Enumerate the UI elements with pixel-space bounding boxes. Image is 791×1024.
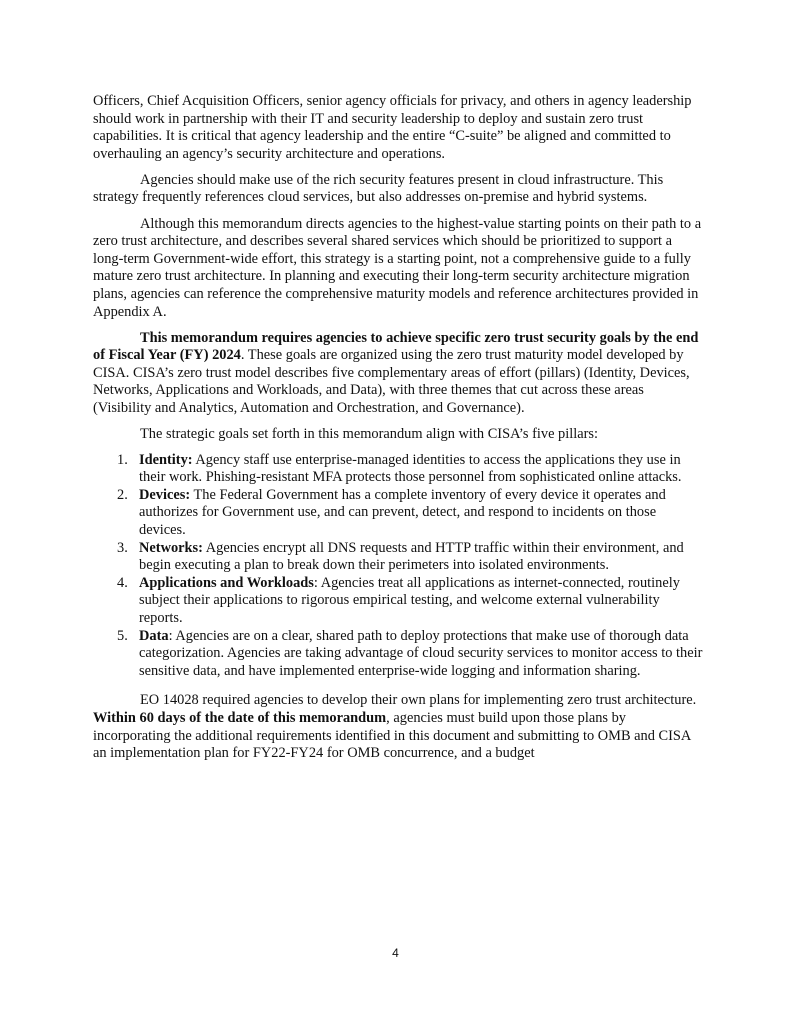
list-item-title: Data — [139, 627, 169, 644]
list-item-title: Identity: — [139, 451, 193, 468]
paragraph-starting-point: Although this memorandum directs agencies to the highest-value starting points on their path to a zero trust architecture, and describes several shared services which should be prioritized to support a long-term Government-wide effort, this strategy is a starting point, not a comprehensive guide to a fully mature zero trust architecture. In planning and executing their long-term security architecture migration plans, agencies can reference the comprehensive maturity models and reference architectures provided in Appendix A. — [93, 215, 702, 320]
list-item-text: Agency staff use enterprise-managed identities to access the applications they use in their work. Phishing-resistant MFA protects those personnel from sophisticated online attacks. — [139, 451, 682, 486]
paragraph-leadership: Officers, Chief Acquisition Officers, senior agency officials for privacy, and others in agency leadership should work in partnership with their IT and security leadership to deploy and sustain zero trust capabilities. It is critical that agency leadership and the entire “C-suite” be aligned and committed to overhauling an agency’s security architecture and operations. — [93, 93, 692, 162]
implementation-bold-text: Within 60 days of the date of this memorandum — [93, 710, 387, 726]
list-item — [93, 487, 705, 540]
list-item-number: 2. — [117, 486, 128, 503]
list-item-number: 4. — [117, 574, 128, 591]
page-number: 4 — [392, 946, 399, 960]
paragraph-cloud: Agencies should make use of the rich security features present in cloud infrastructure. This strategy frequently references cloud services, but also addresses on-premise and hybrid systems. — [93, 171, 664, 206]
document-page — [93, 93, 705, 763]
requirements-bold-text: This memorandum requires agencies to achieve specific zero trust security goals by the end of Fiscal Year (FY) 2024 — [93, 329, 699, 364]
list-item — [93, 575, 705, 628]
implementation-text-rest: , agencies must build upon those plans by incorporating the additional requirements identified in this document and submitting to OMB and CISA an implementation plan for FY22-FY24 for OMB concurrence, and a budget — [93, 710, 691, 762]
requirements-text: . These goals are organized using the zero trust maturity model developed by CISA. CISA’s zero trust model describes five complementary areas of effort (pillars) (Identity, Devices, Networks, Applications and Workloads, and Data), with three themes that cut across these areas (Visibility and Analytics, Automation and Orchestration, and Governance). — [93, 347, 690, 416]
list-item — [93, 452, 705, 487]
list-item-text: : Agencies treat all applications as internet-connected, routinely subject their applications to rigorous empirical testing, and welcome external vulnerability reports. — [139, 574, 680, 627]
list-item-text: The Federal Government has a complete inventory of every device it operates and authorizes for Government use, and can prevent, detect, and respond to incidents on those devices. — [139, 486, 666, 539]
list-item-title: Devices: — [139, 486, 191, 503]
list-item-title: Networks: — [139, 539, 203, 556]
list-item — [93, 540, 705, 575]
implementation-text-start: EO 14028 required agencies to develop their own plans for implementing zero trust architecture. — [140, 692, 697, 709]
list-item-number: 5. — [117, 627, 128, 644]
paragraph-implementation — [93, 692, 705, 762]
list-item-number: 1. — [117, 451, 128, 468]
paragraph-strategic-goals: The strategic goals set forth in this memorandum align with CISA’s five pillars: — [140, 426, 599, 443]
list-item-text: Agencies encrypt all DNS requests and HTTP traffic within their environment, and begin executing a plan to break down their perimeters into isolated environments. — [139, 539, 684, 574]
list-item-number: 3. — [117, 539, 128, 556]
list-item — [93, 628, 705, 681]
list-item-text: : Agencies are on a clear, shared path to deploy protections that make use of thorough data categorization. Agencies are taking advantage of cloud security services to monitor access to their sensitive data, and have implemented enterprise-wide logging and information sharing. — [139, 627, 703, 679]
goals-list — [93, 452, 705, 681]
paragraph-requirements — [93, 330, 705, 418]
list-item-title: Applications and Workloads — [139, 574, 314, 591]
